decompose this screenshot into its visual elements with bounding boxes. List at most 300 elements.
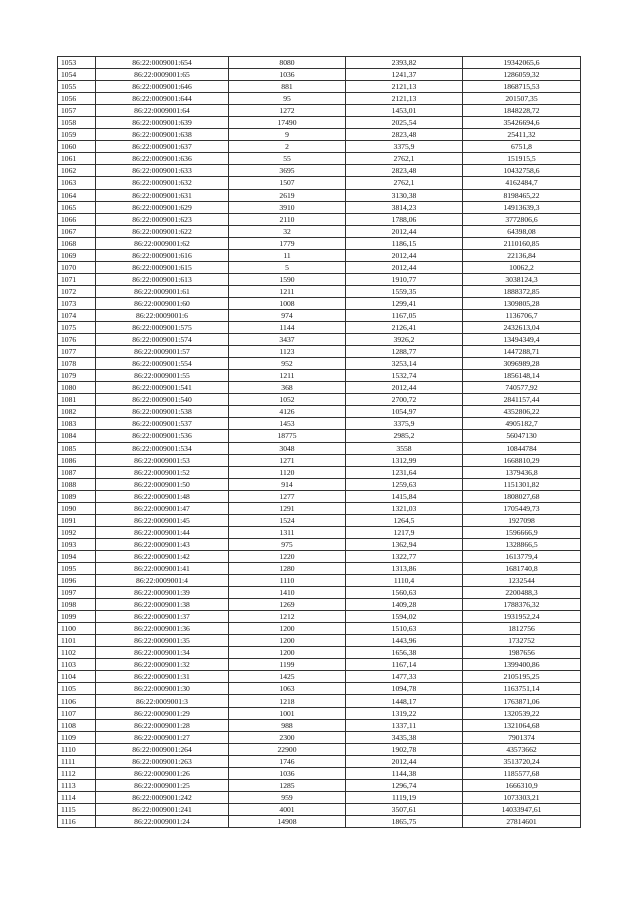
row-number-cell: 1097	[58, 587, 96, 599]
specific-value-cell: 2012,44	[346, 249, 463, 261]
area-cell: 1063	[229, 683, 346, 695]
table-row	[58, 430, 581, 442]
cadastral-number-cell: 86:22:0009001:241	[96, 803, 229, 815]
cadastral-value-cell: 1379436,8	[463, 466, 581, 478]
cadastral-number-cell: 86:22:0009001:52	[96, 466, 229, 478]
specific-value-cell: 1299,41	[346, 297, 463, 309]
row-number-cell: 1056	[58, 93, 96, 105]
area-cell: 1425	[229, 671, 346, 683]
cadastral-number-cell: 86:22:0009001:636	[96, 153, 229, 165]
area-cell: 1285	[229, 779, 346, 791]
specific-value-cell: 1241,37	[346, 69, 463, 81]
cadastral-number-cell: 86:22:0009001:537	[96, 418, 229, 430]
row-number-cell: 1075	[58, 322, 96, 334]
table-row	[58, 213, 581, 225]
specific-value-cell: 2823,48	[346, 129, 463, 141]
cadastral-value-cell: 1185577,68	[463, 767, 581, 779]
row-number-cell: 1059	[58, 129, 96, 141]
table-row	[58, 394, 581, 406]
cadastral-value-cell: 1309805,28	[463, 297, 581, 309]
cadastral-value-cell: 1321064,68	[463, 719, 581, 731]
cadastral-value-cell: 1666310,9	[463, 779, 581, 791]
row-number-cell: 1083	[58, 418, 96, 430]
table-row	[58, 93, 581, 105]
cadastral-value-cell: 1073303,21	[463, 791, 581, 803]
cadastral-number-cell: 86:22:0009001:43	[96, 538, 229, 550]
cadastral-value-cell: 3772806,6	[463, 213, 581, 225]
area-cell: 1008	[229, 297, 346, 309]
area-cell: 2110	[229, 213, 346, 225]
area-cell: 1524	[229, 514, 346, 526]
table-row	[58, 647, 581, 659]
row-number-cell: 1067	[58, 225, 96, 237]
specific-value-cell: 1362,94	[346, 538, 463, 550]
cadastral-value-cell: 22136,84	[463, 249, 581, 261]
row-number-cell: 1066	[58, 213, 96, 225]
area-cell: 974	[229, 309, 346, 321]
area-cell: 1211	[229, 370, 346, 382]
row-number-cell: 1076	[58, 334, 96, 346]
area-cell: 1311	[229, 526, 346, 538]
table-row	[58, 466, 581, 478]
area-cell: 988	[229, 719, 346, 731]
row-number-cell: 1054	[58, 69, 96, 81]
table-row	[58, 358, 581, 370]
area-cell: 1001	[229, 707, 346, 719]
area-cell: 1269	[229, 599, 346, 611]
specific-value-cell: 1264,5	[346, 514, 463, 526]
specific-value-cell: 2121,13	[346, 81, 463, 93]
table-row	[58, 117, 581, 129]
specific-value-cell: 1443,96	[346, 635, 463, 647]
row-number-cell: 1055	[58, 81, 96, 93]
area-cell: 1199	[229, 659, 346, 671]
table-row	[58, 141, 581, 153]
area-cell: 1220	[229, 550, 346, 562]
cadastral-number-cell: 86:22:0009001:574	[96, 334, 229, 346]
specific-value-cell: 1510,63	[346, 623, 463, 635]
row-number-cell: 1098	[58, 599, 96, 611]
table-row	[58, 81, 581, 93]
area-cell: 3695	[229, 165, 346, 177]
cadastral-value-cell: 8198465,22	[463, 189, 581, 201]
cadastral-number-cell: 86:22:0009001:536	[96, 430, 229, 442]
area-cell: 1200	[229, 623, 346, 635]
area-cell: 4126	[229, 406, 346, 418]
area-cell: 975	[229, 538, 346, 550]
specific-value-cell: 1477,33	[346, 671, 463, 683]
table-row	[58, 526, 581, 538]
area-cell: 1507	[229, 177, 346, 189]
data-table	[57, 56, 581, 828]
cadastral-number-cell: 86:22:0009001:3	[96, 695, 229, 707]
table-row	[58, 129, 581, 141]
cadastral-number-cell: 86:22:0009001:4	[96, 575, 229, 587]
table-row	[58, 575, 581, 587]
cadastral-number-cell: 86:22:0009001:38	[96, 599, 229, 611]
specific-value-cell: 2025,54	[346, 117, 463, 129]
cadastral-value-table	[57, 56, 580, 828]
cadastral-number-cell: 86:22:0009001:32	[96, 659, 229, 671]
row-number-cell: 1064	[58, 189, 96, 201]
row-number-cell: 1095	[58, 562, 96, 574]
table-row	[58, 478, 581, 490]
specific-value-cell: 1319,22	[346, 707, 463, 719]
table-row	[58, 370, 581, 382]
table-row	[58, 285, 581, 297]
cadastral-value-cell: 14913639,3	[463, 201, 581, 213]
cadastral-value-cell: 151915,5	[463, 153, 581, 165]
cadastral-number-cell: 86:22:0009001:646	[96, 81, 229, 93]
area-cell: 1746	[229, 755, 346, 767]
cadastral-number-cell: 86:22:0009001:62	[96, 237, 229, 249]
area-cell: 17490	[229, 117, 346, 129]
specific-value-cell: 1321,03	[346, 502, 463, 514]
row-number-cell: 1093	[58, 538, 96, 550]
cadastral-value-cell: 27814601	[463, 815, 581, 827]
cadastral-number-cell: 86:22:0009001:26	[96, 767, 229, 779]
table-row	[58, 225, 581, 237]
cadastral-value-cell: 1732752	[463, 635, 581, 647]
table-row	[58, 562, 581, 574]
cadastral-number-cell: 86:22:0009001:48	[96, 490, 229, 502]
cadastral-number-cell: 86:22:0009001:541	[96, 382, 229, 394]
specific-value-cell: 2985,2	[346, 430, 463, 442]
specific-value-cell: 1594,02	[346, 611, 463, 623]
table-row	[58, 671, 581, 683]
area-cell: 1779	[229, 237, 346, 249]
area-cell: 5	[229, 261, 346, 273]
area-cell: 1144	[229, 322, 346, 334]
specific-value-cell: 3507,61	[346, 803, 463, 815]
cadastral-value-cell: 1888372,85	[463, 285, 581, 297]
cadastral-value-cell: 7901374	[463, 731, 581, 743]
row-number-cell: 1082	[58, 406, 96, 418]
table-row	[58, 105, 581, 117]
area-cell: 95	[229, 93, 346, 105]
row-number-cell: 1060	[58, 141, 96, 153]
cadastral-value-cell: 1987656	[463, 647, 581, 659]
specific-value-cell: 1312,99	[346, 454, 463, 466]
cadastral-value-cell: 1163751,14	[463, 683, 581, 695]
area-cell: 1291	[229, 502, 346, 514]
cadastral-number-cell: 86:22:0009001:613	[96, 273, 229, 285]
cadastral-number-cell: 86:22:0009001:631	[96, 189, 229, 201]
specific-value-cell: 1409,28	[346, 599, 463, 611]
cadastral-value-cell: 1705449,73	[463, 502, 581, 514]
cadastral-number-cell: 86:22:0009001:39	[96, 587, 229, 599]
row-number-cell: 1100	[58, 623, 96, 635]
table-body	[58, 57, 581, 828]
table-row	[58, 587, 581, 599]
table-row	[58, 791, 581, 803]
cadastral-number-cell: 86:22:0009001:263	[96, 755, 229, 767]
cadastral-value-cell: 2432613,04	[463, 322, 581, 334]
specific-value-cell: 3253,14	[346, 358, 463, 370]
table-row	[58, 719, 581, 731]
row-number-cell: 1114	[58, 791, 96, 803]
cadastral-value-cell: 1328866,5	[463, 538, 581, 550]
specific-value-cell: 2012,44	[346, 755, 463, 767]
area-cell: 3048	[229, 442, 346, 454]
cadastral-number-cell: 86:22:0009001:47	[96, 502, 229, 514]
specific-value-cell: 1186,15	[346, 237, 463, 249]
cadastral-number-cell: 86:22:0009001:53	[96, 454, 229, 466]
cadastral-value-cell: 43573662	[463, 743, 581, 755]
cadastral-number-cell: 86:22:0009001:632	[96, 177, 229, 189]
specific-value-cell: 1259,63	[346, 478, 463, 490]
row-number-cell: 1110	[58, 743, 96, 755]
table-row	[58, 69, 581, 81]
area-cell: 1036	[229, 767, 346, 779]
row-number-cell: 1074	[58, 309, 96, 321]
table-row	[58, 767, 581, 779]
row-number-cell: 1068	[58, 237, 96, 249]
area-cell: 1123	[229, 346, 346, 358]
area-cell: 1036	[229, 69, 346, 81]
specific-value-cell: 2012,44	[346, 261, 463, 273]
cadastral-number-cell: 86:22:0009001:50	[96, 478, 229, 490]
cadastral-number-cell: 86:22:0009001:30	[96, 683, 229, 695]
table-row	[58, 406, 581, 418]
cadastral-value-cell: 1763871,06	[463, 695, 581, 707]
row-number-cell: 1077	[58, 346, 96, 358]
area-cell: 1277	[229, 490, 346, 502]
table-row	[58, 201, 581, 213]
specific-value-cell: 1865,75	[346, 815, 463, 827]
cadastral-number-cell: 86:22:0009001:534	[96, 442, 229, 454]
cadastral-number-cell: 86:22:0009001:538	[96, 406, 229, 418]
area-cell: 1410	[229, 587, 346, 599]
table-row	[58, 334, 581, 346]
cadastral-number-cell: 86:22:0009001:6	[96, 309, 229, 321]
row-number-cell: 1113	[58, 779, 96, 791]
cadastral-value-cell: 19342065,6	[463, 57, 581, 69]
table-row	[58, 635, 581, 647]
area-cell: 1590	[229, 273, 346, 285]
row-number-cell: 1071	[58, 273, 96, 285]
specific-value-cell: 1054,97	[346, 406, 463, 418]
cadastral-number-cell: 86:22:0009001:654	[96, 57, 229, 69]
cadastral-number-cell: 86:22:0009001:42	[96, 550, 229, 562]
row-number-cell: 1061	[58, 153, 96, 165]
cadastral-value-cell: 1856148,14	[463, 370, 581, 382]
cadastral-value-cell: 1808027,68	[463, 490, 581, 502]
specific-value-cell: 2012,44	[346, 225, 463, 237]
table-row	[58, 502, 581, 514]
specific-value-cell: 1910,77	[346, 273, 463, 285]
cadastral-value-cell: 1812756	[463, 623, 581, 635]
specific-value-cell: 1560,63	[346, 587, 463, 599]
area-cell: 9	[229, 129, 346, 141]
cadastral-number-cell: 86:22:0009001:64	[96, 105, 229, 117]
table-row	[58, 599, 581, 611]
cadastral-value-cell: 1868715,53	[463, 81, 581, 93]
area-cell: 1211	[229, 285, 346, 297]
specific-value-cell: 1167,14	[346, 659, 463, 671]
row-number-cell: 1090	[58, 502, 96, 514]
table-row	[58, 249, 581, 261]
cadastral-value-cell: 1788376,32	[463, 599, 581, 611]
cadastral-number-cell: 86:22:0009001:639	[96, 117, 229, 129]
area-cell: 1110	[229, 575, 346, 587]
area-cell: 1200	[229, 647, 346, 659]
row-number-cell: 1062	[58, 165, 96, 177]
specific-value-cell: 2393,82	[346, 57, 463, 69]
cadastral-number-cell: 86:22:0009001:44	[96, 526, 229, 538]
area-cell: 2	[229, 141, 346, 153]
specific-value-cell: 2762,1	[346, 177, 463, 189]
row-number-cell: 1078	[58, 358, 96, 370]
cadastral-value-cell: 6751,8	[463, 141, 581, 153]
cadastral-number-cell: 86:22:0009001:540	[96, 394, 229, 406]
cadastral-number-cell: 86:22:0009001:629	[96, 201, 229, 213]
table-row	[58, 322, 581, 334]
cadastral-value-cell: 10844784	[463, 442, 581, 454]
area-cell: 1453	[229, 418, 346, 430]
row-number-cell: 1108	[58, 719, 96, 731]
specific-value-cell: 1231,64	[346, 466, 463, 478]
row-number-cell: 1092	[58, 526, 96, 538]
specific-value-cell: 1788,06	[346, 213, 463, 225]
area-cell: 1120	[229, 466, 346, 478]
row-number-cell: 1105	[58, 683, 96, 695]
specific-value-cell: 1532,74	[346, 370, 463, 382]
table-row	[58, 454, 581, 466]
table-row	[58, 707, 581, 719]
cadastral-value-cell: 10062,2	[463, 261, 581, 273]
cadastral-value-cell: 1232544	[463, 575, 581, 587]
row-number-cell: 1112	[58, 767, 96, 779]
row-number-cell: 1085	[58, 442, 96, 454]
row-number-cell: 1053	[58, 57, 96, 69]
row-number-cell: 1089	[58, 490, 96, 502]
area-cell: 3437	[229, 334, 346, 346]
cadastral-value-cell: 1320539,22	[463, 707, 581, 719]
area-cell: 1272	[229, 105, 346, 117]
cadastral-number-cell: 86:22:0009001:575	[96, 322, 229, 334]
table-row	[58, 683, 581, 695]
cadastral-value-cell: 3038124,3	[463, 273, 581, 285]
area-cell: 2619	[229, 189, 346, 201]
cadastral-number-cell: 86:22:0009001:61	[96, 285, 229, 297]
row-number-cell: 1081	[58, 394, 96, 406]
cadastral-value-cell: 1596666,9	[463, 526, 581, 538]
area-cell: 1218	[229, 695, 346, 707]
table-row	[58, 623, 581, 635]
area-cell: 914	[229, 478, 346, 490]
row-number-cell: 1087	[58, 466, 96, 478]
area-cell: 1200	[229, 635, 346, 647]
specific-value-cell: 1296,74	[346, 779, 463, 791]
cadastral-number-cell: 86:22:0009001:60	[96, 297, 229, 309]
cadastral-value-cell: 2105195,25	[463, 671, 581, 683]
cadastral-number-cell: 86:22:0009001:27	[96, 731, 229, 743]
specific-value-cell: 1094,78	[346, 683, 463, 695]
area-cell: 2300	[229, 731, 346, 743]
cadastral-number-cell: 86:22:0009001:35	[96, 635, 229, 647]
cadastral-value-cell: 1668810,29	[463, 454, 581, 466]
area-cell: 8080	[229, 57, 346, 69]
table-row	[58, 237, 581, 249]
specific-value-cell: 1656,38	[346, 647, 463, 659]
area-cell: 32	[229, 225, 346, 237]
area-cell: 3910	[229, 201, 346, 213]
table-row	[58, 309, 581, 321]
row-number-cell: 1094	[58, 550, 96, 562]
cadastral-value-cell: 35426694,6	[463, 117, 581, 129]
row-number-cell: 1115	[58, 803, 96, 815]
row-number-cell: 1111	[58, 755, 96, 767]
cadastral-value-cell: 14033947,61	[463, 803, 581, 815]
cadastral-number-cell: 86:22:0009001:31	[96, 671, 229, 683]
cadastral-number-cell: 86:22:0009001:65	[96, 69, 229, 81]
specific-value-cell: 1167,05	[346, 309, 463, 321]
cadastral-value-cell: 25411,32	[463, 129, 581, 141]
cadastral-number-cell: 86:22:0009001:623	[96, 213, 229, 225]
cadastral-number-cell: 86:22:0009001:36	[96, 623, 229, 635]
cadastral-number-cell: 86:22:0009001:55	[96, 370, 229, 382]
table-row	[58, 490, 581, 502]
table-row	[58, 538, 581, 550]
specific-value-cell: 3558	[346, 442, 463, 454]
table-row	[58, 514, 581, 526]
cadastral-value-cell: 201507,35	[463, 93, 581, 105]
specific-value-cell: 3130,38	[346, 189, 463, 201]
area-cell: 952	[229, 358, 346, 370]
cadastral-number-cell: 86:22:0009001:615	[96, 261, 229, 273]
area-cell: 22900	[229, 743, 346, 755]
table-row	[58, 743, 581, 755]
specific-value-cell: 1217,9	[346, 526, 463, 538]
row-number-cell: 1107	[58, 707, 96, 719]
table-row	[58, 731, 581, 743]
specific-value-cell: 2012,44	[346, 382, 463, 394]
specific-value-cell: 1110,4	[346, 575, 463, 587]
row-number-cell: 1084	[58, 430, 96, 442]
area-cell: 959	[229, 791, 346, 803]
table-row	[58, 611, 581, 623]
specific-value-cell: 2762,1	[346, 153, 463, 165]
area-cell: 18775	[229, 430, 346, 442]
row-number-cell: 1080	[58, 382, 96, 394]
row-number-cell: 1101	[58, 635, 96, 647]
cadastral-value-cell: 3513720,24	[463, 755, 581, 767]
cadastral-value-cell: 1399400,86	[463, 659, 581, 671]
cadastral-number-cell: 86:22:0009001:638	[96, 129, 229, 141]
cadastral-number-cell: 86:22:0009001:25	[96, 779, 229, 791]
specific-value-cell: 3435,38	[346, 731, 463, 743]
cadastral-value-cell: 64398,08	[463, 225, 581, 237]
cadastral-value-cell: 2200488,3	[463, 587, 581, 599]
specific-value-cell: 3926,2	[346, 334, 463, 346]
table-row	[58, 57, 581, 69]
specific-value-cell: 2121,13	[346, 93, 463, 105]
cadastral-number-cell: 86:22:0009001:644	[96, 93, 229, 105]
cadastral-value-cell: 740577,92	[463, 382, 581, 394]
row-number-cell: 1116	[58, 815, 96, 827]
row-number-cell: 1063	[58, 177, 96, 189]
cadastral-value-cell: 1151301,82	[463, 478, 581, 490]
cadastral-value-cell: 1931952,24	[463, 611, 581, 623]
specific-value-cell: 3375,9	[346, 141, 463, 153]
cadastral-value-cell: 1613779,4	[463, 550, 581, 562]
specific-value-cell: 3375,9	[346, 418, 463, 430]
area-cell: 14908	[229, 815, 346, 827]
cadastral-value-cell: 3096989,28	[463, 358, 581, 370]
table-row	[58, 153, 581, 165]
row-number-cell: 1102	[58, 647, 96, 659]
